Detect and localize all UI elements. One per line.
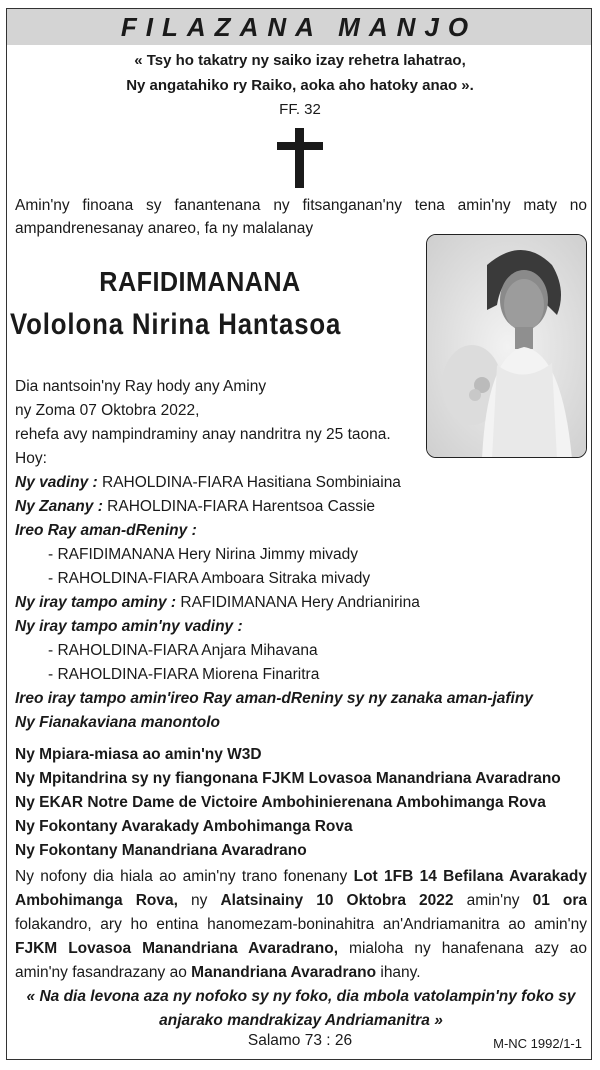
deceased-surname: RAFIDIMANANA xyxy=(99,266,301,297)
org-1: Ny Mpiara-miasa ao amin'ny W3D xyxy=(15,746,262,763)
family-spouse-siblings-1: - RAHOLDINA-FIARA Anjara Mihavana xyxy=(48,642,318,659)
org-5: Ny Fokontany Manandriana Avaradrano xyxy=(15,842,307,859)
family-parents-2: - RAHOLDINA-FIARA Amboara Sitraka mivady xyxy=(48,570,371,587)
epigraph-line-1: « Tsy ho takatry ny saiko izay rehetra lahatrao, xyxy=(134,52,466,69)
notice-code: M-NC 1992/1-1 xyxy=(493,1036,582,1051)
family-child: Ny Zanany : RAHOLDINA-FIARA Harentsoa Cassie xyxy=(15,498,376,515)
intro-text: Amin'ny finoana sy fanantenana ny fitsanganan'ny tena amin'ny maty no ampandrenesanay anareo, fa ny malalanay xyxy=(15,197,587,237)
family-others-1: Ireo iray tampo amin'ireo Ray aman-dReniny sy ny zanaka aman-jafiny xyxy=(15,690,533,707)
org-4: Ny Fokontany Avarakady Ambohimanga Rova xyxy=(15,818,353,835)
family-sibling: Ny iray tampo aminy : RAFIDIMANANA Hery Andrianirina xyxy=(15,594,420,611)
closing-verse: « Na dia levona aza ny nofoko sy ny foko, dia mbola vatolampin'ny foko sy anjarako mandrakizay Andriamanitra » xyxy=(26,988,576,1029)
org-3: Ny EKAR Notre Dame de Victoire Ambohinierenana Ambohimanga Rova xyxy=(15,794,546,811)
funeral-details: Ny nofony dia hiala ao amin'ny trano fonenany Lot 1FB 14 Befilana Avarakady Ambohimanga Rova, ny Alatsinainy 10 Oktobra 2022 amin'ny 01 ora folakandro, ary ho entina hanomezam-boninahitra an'Andriamanitra ao amin'ny FJKM Lovasoa Manandriana Avaradrano, mialoha ny hanafenana azy ao amin'ny fasandrazany ao Manandriana Avaradrano ihany. xyxy=(15,868,588,981)
death-line-4: Hoy: xyxy=(15,450,47,467)
family-spouse-siblings-2: - RAHOLDINA-FIARA Miorena Finaritra xyxy=(48,666,320,683)
portrait-photo xyxy=(426,234,587,458)
org-2: Ny Mpitandrina sy ny fiangonana FJKM Lovasoa Manandriana Avaradrano xyxy=(15,770,561,787)
epigraph-reference: FF. 32 xyxy=(279,101,321,118)
family-spouse-siblings-label: Ny iray tampo amin'ny vadiny : xyxy=(15,618,243,635)
deceased-given-names: Vololona Nirina Hantasoa xyxy=(10,308,342,341)
death-line-2: ny Zoma 07 Oktobra 2022, xyxy=(15,402,200,419)
notice-header: FILAZANA MANJO xyxy=(7,9,591,45)
psalm-reference: Salamo 73 : 26 xyxy=(247,1032,353,1049)
family-parents-label: Ireo Ray aman-dReniny : xyxy=(15,522,197,539)
epigraph-line-2: Ny angatahiko ry Raiko, aoka aho hatoky anao ». xyxy=(126,77,474,94)
death-line-3: rehefa avy nampindraminy anay nandritra ny 25 taona. xyxy=(15,426,391,443)
family-spouse: Ny vadiny : RAHOLDINA-FIARA Hasitiana Sombiniaina xyxy=(15,474,401,491)
death-line-1: Dia nantsoin'ny Ray hody any Aminy xyxy=(15,378,267,395)
family-others-2: Ny Fianakaviana manontolo xyxy=(15,714,220,731)
family-parents-1: - RAFIDIMANANA Hery Nirina Jimmy mivady xyxy=(48,546,359,563)
